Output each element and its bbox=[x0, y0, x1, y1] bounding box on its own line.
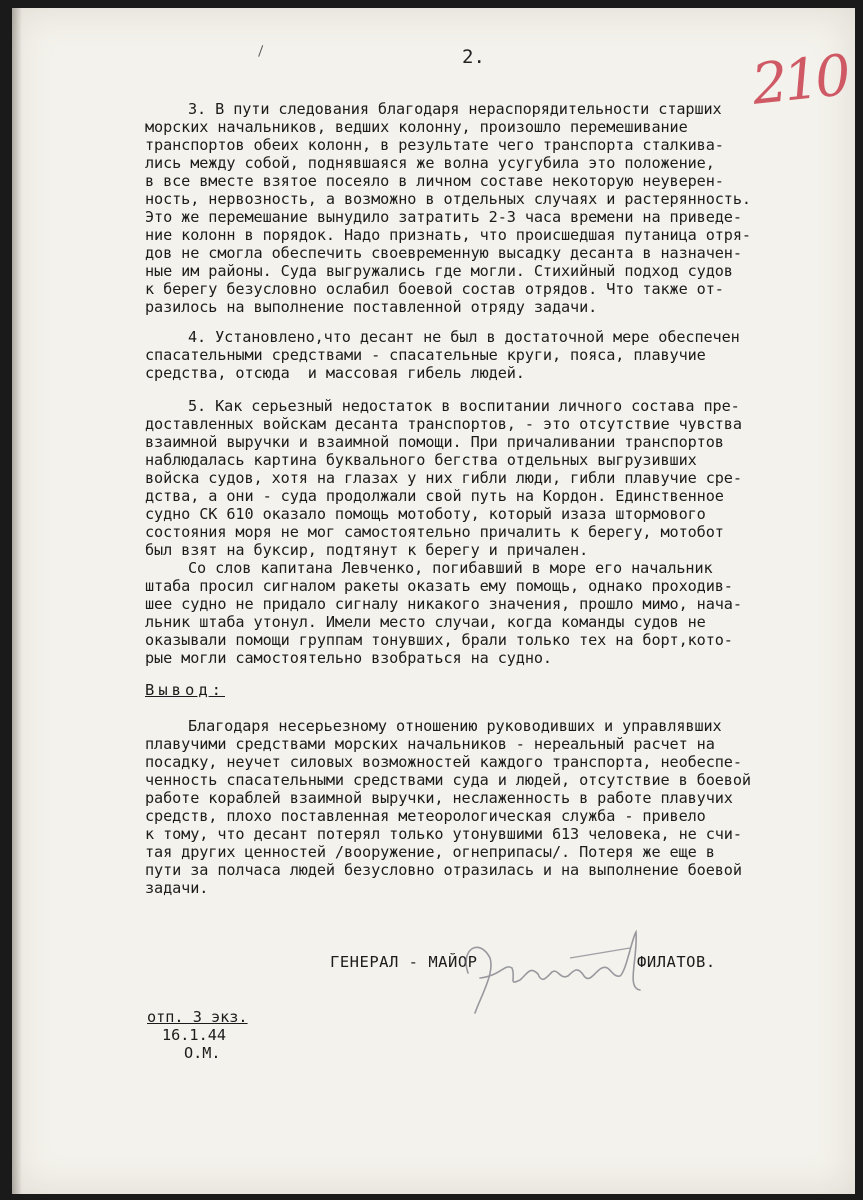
text-line: взаимной выручки и взаимной помощи. При причаливании транспортов bbox=[145, 433, 724, 451]
signature-title: ГЕНЕРАЛ - МАЙОР bbox=[330, 953, 478, 971]
handwritten-stamp-number: 210 bbox=[748, 43, 851, 118]
text-line: спасательными средствами - спасательные круги, пояса, плавучие bbox=[145, 346, 706, 364]
typist-initials: О.М. bbox=[184, 1044, 221, 1062]
text-line: в все вместе взятое посеяло в личном составе некоторую неуверен- bbox=[145, 172, 724, 190]
text-line: плавучими средствами морских начальников - нереальный расчет на bbox=[145, 735, 715, 753]
text-line: штаба просил сигналом ракеты оказать ему помощь, однако проходив- bbox=[145, 577, 733, 595]
handwritten-signature bbox=[450, 918, 650, 1023]
page-number: 2. bbox=[462, 46, 485, 68]
document-page bbox=[12, 8, 855, 1194]
text-line: морских начальников, ведших колонну, произошло перемешивание bbox=[145, 118, 688, 136]
text-line: дства, а они - суда продолжали свой путь на Кордон. Единственное bbox=[145, 487, 724, 505]
pencil-mark bbox=[258, 45, 269, 59]
text-line: лись между собой, поднявшаяся же волна усугубила это положение, bbox=[145, 154, 715, 172]
text-line: войска судов, хотя на глазах у них гибли люди, гибли плавучие сре- bbox=[145, 469, 742, 487]
text-line: ность, нервозность, а возможно в отдельных случаях и растерянность. bbox=[145, 190, 751, 208]
text-line: 4. Установлено,что десант не был в достаточной мере обеспечен bbox=[188, 328, 740, 346]
text-line: рые могли самостоятельно взобраться на судно. bbox=[145, 649, 552, 667]
text-line: работе кораблей взаимной выручки, неслаженность в работе плавучих bbox=[145, 789, 733, 807]
text-line: Со слов капитана Левченко, погибавший в море его начальник bbox=[188, 559, 713, 577]
text-line: доставленных войскам десанта транспортов, - это отсутствие чувства bbox=[145, 415, 742, 433]
text-line: посадку, неучет силовых возможностей каждого транспорта, необеспе- bbox=[145, 753, 742, 771]
text-line: тая других ценностей /вооружение, огнеприпасы/. Потеря же еще в bbox=[145, 843, 715, 861]
text-line: к тому, что десант потерял только утонувшими 613 человека, не счи- bbox=[145, 825, 742, 843]
text-line: был взят на буксир, подтянут к берегу и причален. bbox=[145, 541, 589, 559]
text-line: к берегу безусловно ослабил боевой состав отрядов. Что также от- bbox=[145, 280, 724, 298]
text-line: наблюдалась картина буквального бегства отдельных выгрузивших bbox=[145, 451, 697, 469]
page-edge-shadow bbox=[12, 8, 22, 1194]
text-line: разилось на выполнение поставленной отряду задачи. bbox=[145, 298, 598, 316]
text-line: ченность спасательными средствами суда и людей, отсутствие в боевой bbox=[145, 771, 751, 789]
text-line: пути за полчаса людей безусловно отразилась и на выполнение боевой bbox=[145, 861, 742, 879]
text-line: Благодаря несерьезному отношению руководивших и управлявших bbox=[188, 717, 722, 735]
text-line: 3. В пути следования благодаря нераспорядительности старших bbox=[188, 100, 722, 118]
copies-note: отп. 3 экз. bbox=[147, 1008, 248, 1026]
text-line: ные им районы. Суда выгружались где могли. Стихийный подход судов bbox=[145, 262, 733, 280]
text-line: оказывали помощи группам тонувших, брали только тех на борт,кото- bbox=[145, 631, 733, 649]
text-line: льник штаба утонул. Имели место случаи, когда команды судов не bbox=[145, 613, 706, 631]
text-line: шее судно не придало сигналу никакого значения, прошло мимо, нача- bbox=[145, 595, 742, 613]
text-line: 5. Как серьезный недостаток в воспитании личного состава пре- bbox=[188, 397, 740, 415]
document-date: 16.1.44 bbox=[162, 1026, 227, 1044]
text-line: состояния моря не мог самостоятельно причалить к берегу, мотобот bbox=[145, 523, 724, 541]
text-line: дов не смогла обеспечить своевременную высадку десанта в назначен- bbox=[145, 244, 742, 262]
text-line: задачи. bbox=[145, 879, 209, 897]
text-line: ние колонн в порядок. Надо признать, что происшедшая путаница отря- bbox=[145, 226, 751, 244]
conclusion-heading: Вывод: bbox=[145, 681, 225, 699]
text-line: судно СК 610 оказало помощь мотоботу, который изаза штормового bbox=[145, 505, 706, 523]
text-line: транспортов обеих колонн, в результате чего транспорта сталкива- bbox=[145, 136, 724, 154]
text-line: Это же перемешание вынудило затратить 2-3 часа времени на приведе- bbox=[145, 208, 742, 226]
text-line: средств, плохо поставленная метеорологическая служба - привело bbox=[145, 807, 706, 825]
text-line: средства, отсюда и массовая гибель людей. bbox=[145, 364, 525, 382]
signature-name: ФИЛАТОВ. bbox=[637, 953, 716, 971]
